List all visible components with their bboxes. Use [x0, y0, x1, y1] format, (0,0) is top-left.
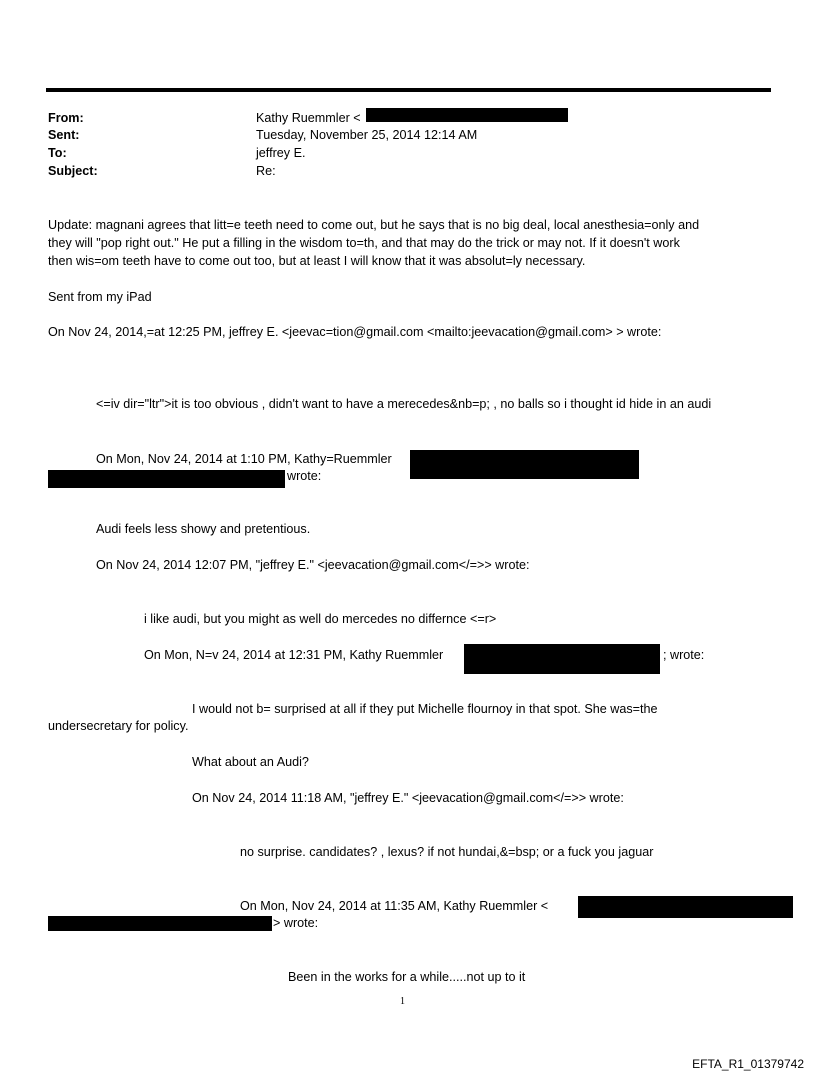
quote-header: On Nov 24, 2014,=at 12:25 PM, jeffrey E. <jeevac=tion@gmail.com <mailto:jeevacation@gmail.com> > wrote:: [48, 325, 662, 339]
redaction-block: [48, 916, 272, 931]
redaction-block: [410, 450, 639, 479]
header-rule: [46, 88, 771, 92]
redaction-block: [578, 896, 793, 918]
redaction-block: [366, 108, 568, 122]
from-value: Kathy Ruemmler <: [256, 111, 361, 125]
subject-label: Subject:: [48, 164, 98, 178]
from-label: From:: [48, 111, 84, 125]
to-label: To:: [48, 146, 67, 160]
quote-header: On Nov 24, 2014 11:18 AM, "jeffrey E." <jeevacation@gmail.com</=>> wrote:: [192, 791, 624, 805]
quote-text: I would not b= surprised at all if they put Michelle flournoy in that spot. She was=the: [192, 702, 658, 716]
quote-header: On Mon, Nov 24, 2014 at 11:35 AM, Kathy Ruemmler <: [240, 899, 549, 913]
quote-text: undersecretary for policy.: [48, 719, 189, 733]
body-line: then wis=om teeth have to come out too, but at least I will know that it was absolut=ly necessary.: [48, 254, 586, 268]
body-line: they will "pop right out." He put a filling in the wisdom to=th, and that may do the trick or may not. If it doesn't work: [48, 236, 680, 250]
sent-label: Sent:: [48, 128, 80, 142]
quote-text: no surprise. candidates? , lexus? if not hundai,&=bsp; or a fuck you jaguar: [240, 845, 654, 859]
redaction-block: [48, 470, 285, 488]
quote-text: i like audi, but you might as well do mercedes no differnce <=r>: [144, 612, 497, 626]
sent-value: Tuesday, November 25, 2014 12:14 AM: [256, 128, 478, 142]
quote-wrote: wrote:: [287, 469, 322, 483]
quote-header: ; wrote:: [663, 648, 705, 662]
to-value: jeffrey E.: [256, 146, 306, 160]
quote-text: <=iv dir="ltr">it is too obvious , didn't want to have a merecedes&nb=p; , no balls so i thought id hide in an audi: [96, 397, 712, 411]
quote-header: On Nov 24, 2014 12:07 PM, "jeffrey E." <jeevacation@gmail.com</=>> wrote:: [96, 558, 530, 572]
quote-text: Audi feels less showy and pretentious.: [96, 522, 311, 536]
redaction-block: [464, 644, 660, 674]
signature: Sent from my iPad: [48, 290, 152, 304]
quote-text: Been in the works for a while.....not up to it: [288, 970, 526, 984]
page-number: 1: [400, 996, 405, 1007]
quote-wrote: > wrote:: [273, 916, 319, 930]
body-line: Update: magnani agrees that litt=e teeth need to come out, but he says that is no big deal, local anesthesia=only and: [48, 218, 700, 232]
document-id: EFTA_R1_01379742: [692, 1057, 804, 1071]
quote-header: On Mon, Nov 24, 2014 at 1:10 PM, Kathy=Ruemmler: [96, 452, 392, 466]
quote-text: What about an Audi?: [192, 755, 309, 769]
subject-value: Re:: [256, 164, 276, 178]
quote-header: On Mon, N=v 24, 2014 at 12:31 PM, Kathy Ruemmler: [144, 648, 444, 662]
